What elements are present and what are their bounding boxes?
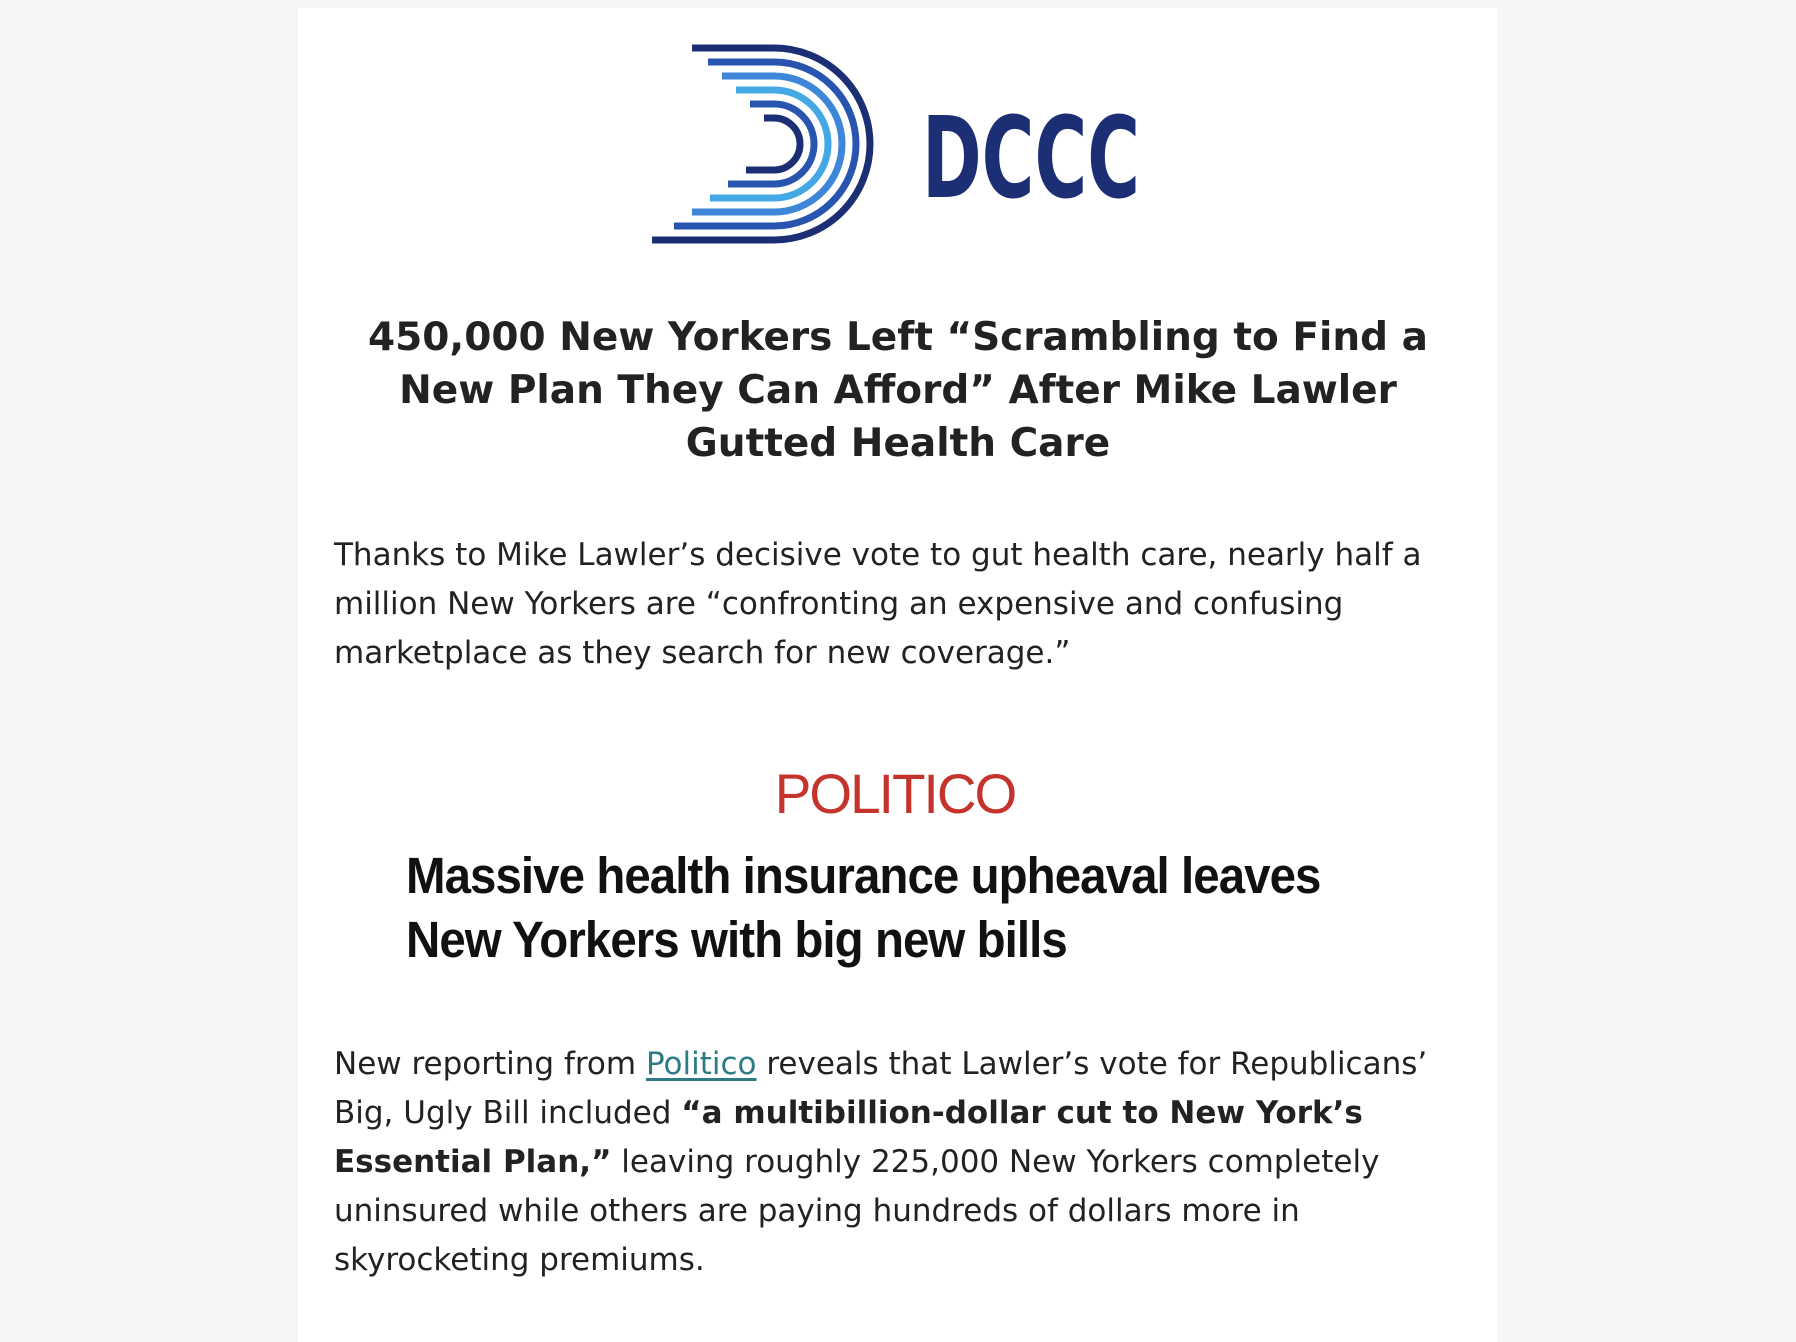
article-headline: 450,000 New Yorkers Left “Scrambling to Find a New Plan They Can Afford” After Mike Lawler Gutted Health Care (368, 315, 1428, 466)
dccc-d-stripes-icon (652, 44, 1142, 258)
body-bold-quote: “a multibillion-dollar cut to New York’s Essential Plan,” (334, 1095, 1363, 1180)
politico-link[interactable]: Politico (645, 1046, 757, 1082)
politico-clipping (380, 748, 1410, 988)
body-text-3: leaving roughly 225,000 New Yorkers completely uninsured while others are paying hundreds of dollars more in skyrocketing premiums. (334, 1144, 1380, 1278)
dccc-logo-text: DCCC (922, 94, 1140, 224)
body-text-1: New reporting from (334, 1046, 646, 1082)
body-text-2: reveals that Lawler’s vote for Republicans’ Big, Ugly Bill included (334, 1046, 1428, 1131)
politico-headline: Massive health insurance upheaval leaves New Yorkers with big new bills (406, 847, 1321, 968)
dccc-logo (652, 44, 1142, 258)
body-paragraph (334, 1040, 1464, 1285)
intro-paragraph: Thanks to Mike Lawler’s decisive vote to gut health care, nearly half a million New Yorkers are “confronting an expensive and confusing marketplace as they search for new coverage.” (334, 537, 1422, 671)
politico-logo: POLITICO (774, 762, 1016, 825)
